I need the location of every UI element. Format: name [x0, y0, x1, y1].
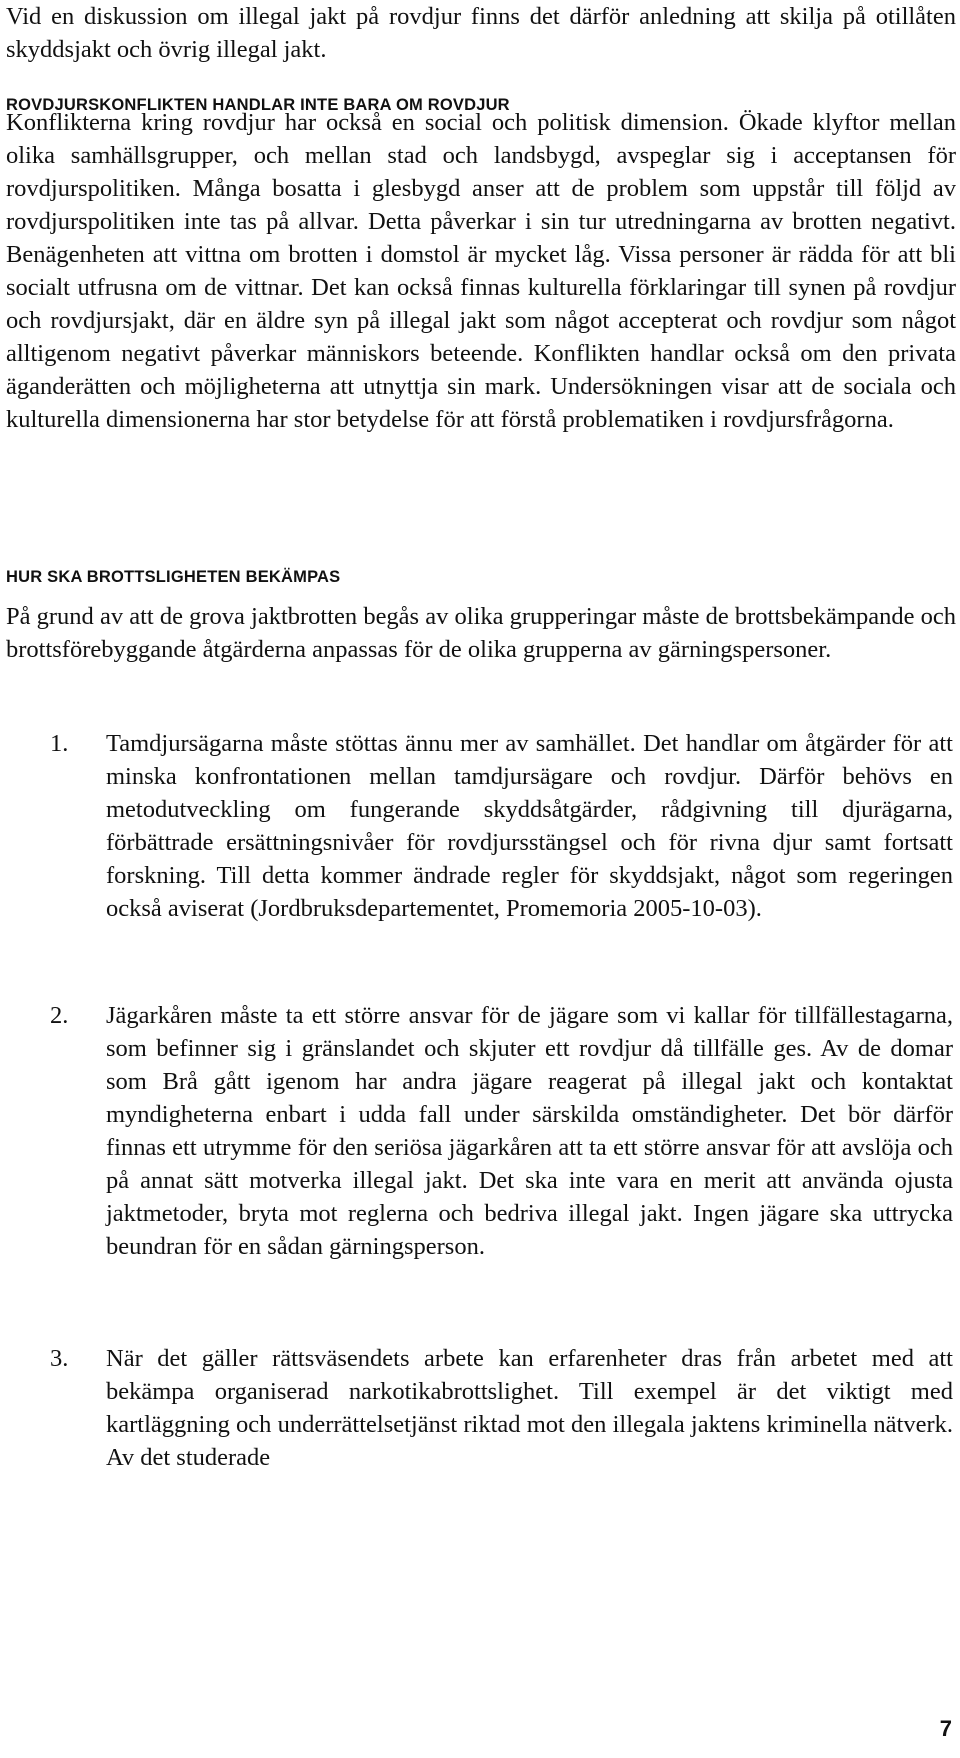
list-item-text: Tamdjursägarna måste stöttas ännu mer av samhället. Det handlar om åtgärder för att minska konfrontationen mellan tamdjursägare och rovdjur. Därför behövs en metodutveckling om fungerande skyddsåtgärder, rådgivning till djurägarna, förbättrade ersättningsnivåer för rovdjursstängsel och för rivna djur samt fortsatt forskning. Till detta kommer ändrade regler för skyddsjakt, något som regeringen också aviserat (Jordbruksdepartementet, Promemoria 2005-10-03).: [106, 730, 953, 922]
list-item-number: 1.: [50, 730, 69, 757]
intro-paragraph: Vid en diskussion om illegal jakt på rovdjur finns det därför anledning att skilja på otillåten skyddsjakt och övrig illegal jakt.: [6, 3, 956, 63]
section2-paragraph: På grund av att de grova jaktbrotten begås av olika grupperingar måste de brottsbekämpande och brottsförebyggande åtgärderna anpassas för de olika grupperna av gärningspersoner.: [6, 603, 956, 663]
page-number: 7: [939, 1716, 952, 1741]
list-item-number: 3.: [50, 1345, 69, 1372]
list-item-text: Jägarkåren måste ta ett större ansvar för de jägare som vi kallar för tillfällestagarna, som befinner sig i gränslandet och skjuter ett rovdjur då tillfälle ges. Av de domar som Brå gått igenom har andra jägare reagerat på illegal jakt och kontaktat myndigheterna enbart i udda fall under särskilda omständigheter. Det bör därför finnas ett utrymme för den seriösa jägarkåren att ta ett större ansvar för att avslöja och på annat sätt motverka illegal jakt. Det ska inte vara en merit att använda ojusta jaktmetoder, bryta mot reglerna och bedriva illegal jakt. Ingen jägare ska uttrycka beundran för en sådan gärningsperson.: [106, 1002, 953, 1260]
section-heading-brottsligheten: HUR SKA BROTTSLIGHETEN BEKÄMPAS: [6, 568, 341, 586]
list-item-text: När det gäller rättsväsendets arbete kan erfarenheter dras från arbetet med att bekämpa organiserad narkotikabrottslighet. Till exempel är det viktigt med kartläggning och underrättelsetjänst riktad mot den illegala jaktens kriminella nätverk. Av det studerade: [106, 1345, 953, 1471]
section1-paragraph: Konflikterna kring rovdjur har också en social och politisk dimension. Ökade klyftor mellan olika samhällsgrupper, och mellan stad och landsbygd, avspeglar sig i acceptansen för rovdjurspolitiken. Många bosatta i glesbygd anser att de problem som uppstår till följd av rovdjurspolitiken inte tas på allvar. Detta påverkar i sin tur utredningarna av brotten negativt. Benägenheten att vittna om brotten i domstol är mycket låg. Vissa personer är rädda för att bli socialt utfrusna om de vittnar. Det kan också finnas kulturella förklaringar till synen på rovdjur och rovdjursjakt, där en äldre syn på illegal jakt som något accepterat och rovdjur som något alltigenom negativt påverkar människors beteende. Konflikten handlar också om den privata äganderätten och möjligheterna att utnyttja sin mark. Undersökningen visar att de sociala och kulturella dimensionerna har stor betydelse för att förstå problematiken i rovdjursfrågorna.: [6, 109, 956, 433]
section-heading-rovdjurskonflikten: ROVDJURSKONFLIKTEN HANDLAR INTE BARA OM ROVDJUR: [6, 96, 510, 114]
list-item-number: 2.: [50, 1002, 69, 1029]
